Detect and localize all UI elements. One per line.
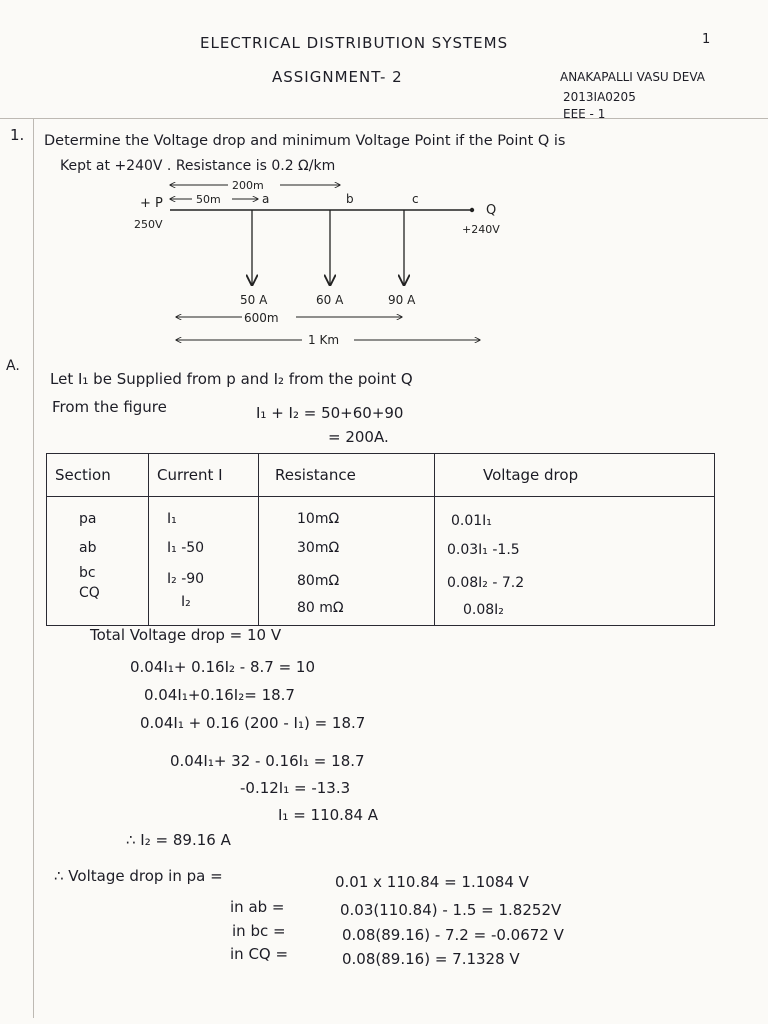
resistance-column: [297, 505, 434, 623]
table-cell: 80mΩ: [297, 573, 340, 589]
table-cell: 0.08I₂ - 7.2: [447, 575, 525, 591]
class-label: EEE - 1: [563, 107, 606, 121]
point-p-label: + P: [140, 196, 163, 211]
drop-ab-label: in ab =: [230, 898, 285, 916]
equation-2: 0.04I₁+0.16I₂= 18.7: [144, 686, 295, 704]
table-cell: 10mΩ: [297, 511, 340, 527]
table-cell: I₂: [181, 594, 191, 610]
dimension-1km-label: 1 Km: [308, 333, 340, 347]
drop-pa-label: ∴ Voltage drop in pa =: [54, 867, 223, 885]
answer-line-1: Let I₁ be Supplied from p and I₂ from the point Q: [50, 370, 413, 388]
header-resistance: Resistance: [259, 454, 435, 497]
drop-ab-value: 0.03(110.84) - 1.5 = 1.8252V: [340, 901, 562, 919]
dimension-200m-label: 200m: [232, 179, 264, 192]
table-cell: ab: [79, 540, 97, 556]
answer-line-2-equation: I₁ + I₂ = 50+60+90: [256, 404, 404, 422]
drop-cq-label: in CQ =: [230, 945, 289, 963]
roll-number: 2013IA0205: [563, 90, 636, 104]
node-a-label: a: [262, 192, 270, 206]
equation-5: -0.12I₁ = -13.3: [240, 779, 351, 797]
dimension-600m-label: 600m: [244, 311, 279, 325]
total-voltage-drop: Total Voltage drop = 10 V: [90, 626, 282, 644]
answer-marker: A.: [6, 358, 20, 374]
question-line-1: Determine the Voltage drop and minimum Voltage Point if the Point Q is: [44, 133, 566, 149]
page-title: ELECTRICAL DISTRIBUTION SYSTEMS: [200, 34, 509, 52]
dimension-50m-label: 50m: [196, 193, 221, 206]
load-b-label: 60 A: [316, 293, 344, 307]
drop-bc-label: in bc =: [232, 922, 286, 940]
table-body: [47, 497, 715, 626]
table-cell: 0.01I₁: [451, 513, 492, 529]
answer-line-3: = 200A.: [328, 428, 389, 446]
question-line-2: Kept at +240V . Resistance is 0.2 Ω/km: [60, 158, 336, 174]
section-table: [46, 453, 715, 626]
header-section: Section: [47, 454, 149, 497]
section-column: [79, 505, 148, 603]
node-c-label: c: [412, 192, 419, 206]
header-voltage-drop: Voltage drop: [435, 454, 715, 497]
point-q-voltage: +240V: [462, 223, 500, 236]
header-current: Current I: [149, 454, 259, 497]
equation-4: 0.04I₁+ 32 - 0.16I₁ = 18.7: [170, 752, 365, 770]
table-cell: I₁ -50: [167, 540, 205, 556]
table-cell: 0.08I₂: [463, 602, 504, 618]
point-p-voltage: 250V: [134, 218, 163, 231]
distributor-diagram: [134, 175, 660, 355]
drop-bc-value: 0.08(89.16) - 7.2 = -0.0672 V: [342, 926, 564, 944]
voltage-drop-column: [447, 507, 714, 625]
point-q-node: [470, 208, 474, 212]
left-margin-line: [33, 118, 34, 1018]
table-cell: bc: [79, 565, 96, 581]
load-a-label: 50 A: [240, 293, 268, 307]
question-number: 1.: [10, 126, 25, 144]
node-b-label: b: [346, 192, 354, 206]
table-cell: 80 mΩ: [297, 600, 344, 616]
equation-7: ∴ I₂ = 89.16 A: [126, 831, 231, 849]
current-column: [167, 505, 258, 617]
top-margin-line: [0, 118, 768, 119]
table-cell: 0.03I₁ -1.5: [447, 542, 520, 558]
student-name: ANAKAPALLI VASU DEVA: [560, 70, 706, 84]
drop-cq-value: 0.08(89.16) = 7.1328 V: [342, 950, 520, 968]
equation-6: I₁ = 110.84 A: [278, 806, 379, 824]
equation-1: 0.04I₁+ 0.16I₂ - 8.7 = 10: [130, 658, 316, 676]
equation-3: 0.04I₁ + 0.16 (200 - I₁) = 18.7: [140, 714, 366, 732]
answer-line-2-label: From the figure: [52, 398, 167, 416]
point-q-label: Q: [486, 203, 497, 218]
table-header-row: [47, 454, 715, 497]
table-cell: I₂ -90: [167, 571, 205, 587]
page-number: 1: [702, 32, 711, 47]
assignment-label: ASSIGNMENT- 2: [272, 68, 403, 86]
table-cell: pa: [79, 511, 97, 527]
table-cell: 30mΩ: [297, 540, 340, 556]
load-c-label: 90 A: [388, 293, 416, 307]
drop-pa-value: 0.01 x 110.84 = 1.1084 V: [335, 873, 529, 891]
table-cell: I₁: [167, 511, 177, 527]
table-cell: CQ: [79, 585, 100, 601]
